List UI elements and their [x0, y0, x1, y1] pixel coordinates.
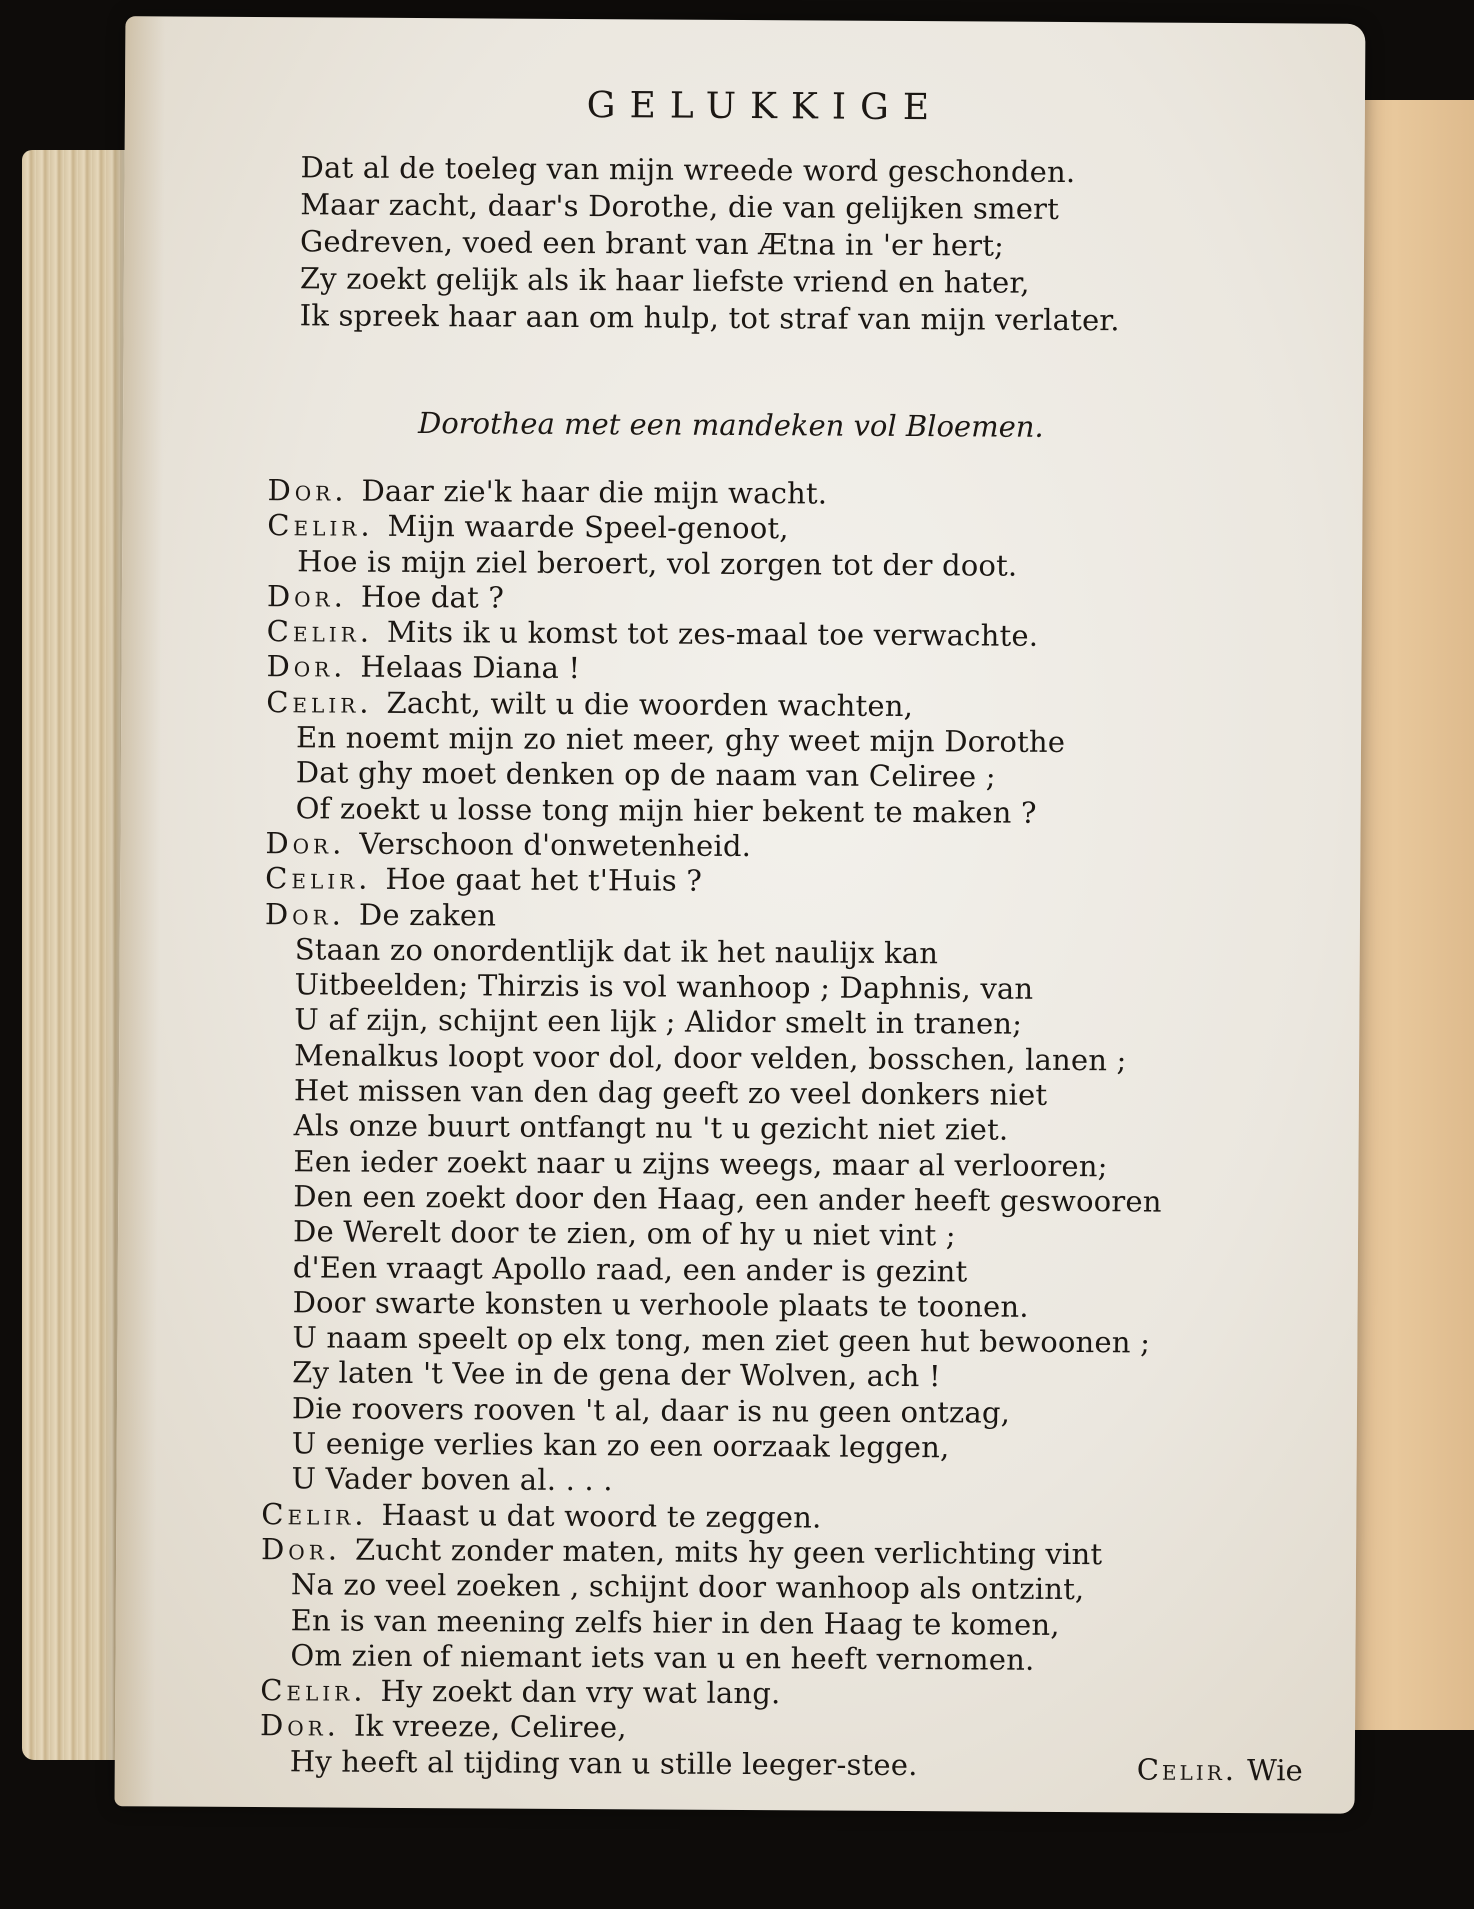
dialogue-text: Daar zie'k haar die mijn wacht.: [361, 473, 828, 511]
verse-line: Ik spreek haar aan om hulp, tot straf van mijn verlater.: [299, 298, 1120, 338]
dialogue-text: Het missen van den dag geeft zo veel donkers niet: [293, 1073, 1048, 1112]
dialogue-line: [267, 473, 1166, 514]
dialogue-line: [262, 1320, 1161, 1361]
dialogue-text: Ik vreeze, Celiree,: [353, 1709, 627, 1745]
dialogue-line: [266, 650, 1165, 691]
dialogue-text: Hy heeft al tijding van u stille leeger-stee.: [289, 1743, 918, 1782]
speaker-name: Dor.: [264, 896, 346, 932]
speaker-name: Celir.: [266, 614, 374, 649]
dialogue-line: [264, 967, 1163, 1008]
dialogue-line: [260, 1638, 1159, 1679]
dialogue-text: Hy zoekt dan vry wat lang.: [380, 1673, 781, 1711]
dialogue-text: Hoe dat ?: [360, 579, 505, 615]
dialogue-text: Dat ghy moet denken op de naam van Celiree ;: [295, 755, 996, 794]
dialogue-text: De zaken: [358, 897, 497, 933]
speaker-name: Dor.: [259, 1708, 341, 1743]
dialogue-line: [263, 1250, 1162, 1291]
dialogue-text: Na zo veel zoeken , schijnt door wanhoop als ontzint,: [290, 1567, 1085, 1607]
dialogue-text: Haast u dat woord te zeggen.: [381, 1497, 822, 1535]
dialogue-text: Helaas Diana !: [360, 650, 581, 686]
speaker-name: Dor.: [261, 1531, 342, 1567]
dialogue-text: Mijn waarde Speel-genoot,: [387, 509, 789, 546]
dialogue-line: [264, 1108, 1163, 1149]
dialogue-text: U af zijn, schijnt een lijk ; Alidor smelt in tranen;: [294, 1002, 1023, 1042]
dialogue-line: [265, 826, 1164, 867]
dialogue-line: [263, 1285, 1162, 1326]
dialogue-text: Zucht zonder maten, mits hy geen verlichting vint: [354, 1532, 1103, 1572]
verse-line: Maar zacht, daar's Dorothe, die van gelijken smert: [300, 187, 1060, 226]
dialogue-line: [261, 1497, 1160, 1538]
dialogue-block: [260, 473, 1166, 1784]
dialogue-text: Uitbeelden; Thirzis is vol wanhoop ; Daphnis, van: [294, 967, 1034, 1006]
dialogue-text: Staan zo onordentlijk dat ik het naulijx kan: [294, 932, 939, 971]
running-head: GELUKKIGE: [586, 85, 944, 129]
speaker-name: Celir.: [265, 861, 372, 897]
dialogue-text: Als onze buurt ontfangt nu 't u gezicht niet ziet.: [293, 1108, 1009, 1147]
speaker-name: Dor.: [265, 826, 346, 861]
dialogue-text: U eenige verlies kan zo een oorzaak leggen,: [291, 1426, 950, 1465]
dialogue-text: Door swarte konsten u verhoole plaats te toonen.: [292, 1285, 1029, 1324]
dialogue-line: [261, 1603, 1160, 1644]
dialogue-line: [264, 1038, 1163, 1079]
dialogue-line: [267, 508, 1166, 549]
dialogue-line: [267, 579, 1166, 620]
dialogue-line: [260, 1708, 1159, 1749]
dialogue-line: [266, 791, 1165, 832]
catchword: [1137, 1752, 1303, 1787]
dialogue-text: d'Een vraagt Apollo raad, een ander is gezint: [292, 1249, 968, 1288]
dialogue-text: Om zien of niemant iets van u en heeft vernomen.: [290, 1638, 1035, 1677]
verse-line: Zy zoekt gelijk als ik haar liefste vriend en hater,: [299, 261, 1030, 300]
dialogue-line: [264, 1073, 1163, 1114]
scene-heading: Dorothea met een mandeken vol Bloemen.: [417, 406, 1044, 444]
dialogue-text: Zacht, wilt u die woorden wachten,: [386, 685, 914, 723]
speaker-name: Celir.: [266, 684, 373, 720]
catchword-word: Wie: [1246, 1753, 1303, 1788]
speaker-name: Dor.: [266, 649, 347, 685]
dialogue-line: [261, 1532, 1160, 1573]
dialogue-text: En noemt mijn zo niet meer, ghy weet mijn Dorothe: [295, 720, 1066, 760]
speaker-name: Celir.: [260, 1673, 367, 1708]
dialogue-line: [260, 1673, 1159, 1714]
dialogue-line: [264, 1003, 1163, 1044]
dialogue-line: [261, 1461, 1160, 1502]
dialogue-line: [267, 614, 1166, 655]
dialogue-line: [263, 1179, 1162, 1220]
intro-verse: [300, 149, 1121, 339]
dialogue-text: Den een zoekt door den Haag, een ander heeft geswooren: [293, 1179, 1162, 1219]
dialogue-line: [266, 720, 1165, 761]
dialogue-line: [262, 1356, 1161, 1397]
book-page: [115, 16, 1366, 1814]
dialogue-line: [261, 1567, 1160, 1608]
dialogue-line: [265, 861, 1164, 902]
speaker-name: Dor.: [266, 578, 347, 614]
dialogue-line: [266, 685, 1165, 726]
dialogue-line: [262, 1426, 1161, 1467]
dialogue-line: [267, 544, 1166, 585]
dialogue-text: Hoe gaat het t'Huis ?: [385, 862, 703, 899]
dialogue-text: U Vader boven al. . . .: [291, 1461, 613, 1498]
dialogue-text: Hoe is mijn ziel beroert, vol zorgen tot der doot.: [297, 543, 1018, 583]
dialogue-line: [266, 755, 1165, 796]
dialogue-text: Menalkus loopt voor dol, door velden, bosschen, lanen ;: [294, 1038, 1127, 1078]
dialogue-text: Zy laten 't Vee in de gena der Wolven, ach !: [292, 1355, 941, 1394]
dialogue-line: [260, 1744, 1159, 1785]
dialogue-line: [262, 1391, 1161, 1432]
speaker-name: Dor.: [267, 473, 348, 508]
dialogue-text: Of zoekt u losse tong mijn hier bekent te maken ?: [295, 790, 1037, 830]
dialogue-text: En is van meening zelfs hier in den Haag te komen,: [290, 1602, 1060, 1642]
speaker-name: Celir.: [267, 508, 374, 544]
dialogue-text: Die roovers rooven 't al, daar is nu geen ontzag,: [291, 1390, 1011, 1430]
dialogue-text: Een ieder zoekt naar u zijns weegs, maar al verlooren;: [293, 1143, 1108, 1183]
dialogue-line: [265, 932, 1164, 973]
speaker-name: Celir.: [261, 1496, 368, 1532]
dialogue-text: Mits ik u komst tot zes-maal toe verwachte.: [386, 615, 1039, 654]
dialogue-line: [263, 1214, 1162, 1255]
verse-line: Gedreven, voed een brant van Ætna in 'er hert;: [300, 224, 1005, 263]
dialogue-line: [265, 897, 1164, 938]
dialogue-text: U naam speelt op elx tong, men ziet geen hut bewoonen ;: [292, 1320, 1151, 1360]
catchword-speaker: Celir.: [1136, 1752, 1238, 1788]
verse-line: Dat al de toeleg van mijn wreede word geschonden.: [300, 150, 1076, 190]
dialogue-line: [263, 1144, 1162, 1185]
dialogue-text: De Werelt door te zien, om of hy u niet vint ;: [292, 1214, 956, 1253]
dialogue-text: Verschoon d'onwetenheid.: [359, 826, 752, 864]
